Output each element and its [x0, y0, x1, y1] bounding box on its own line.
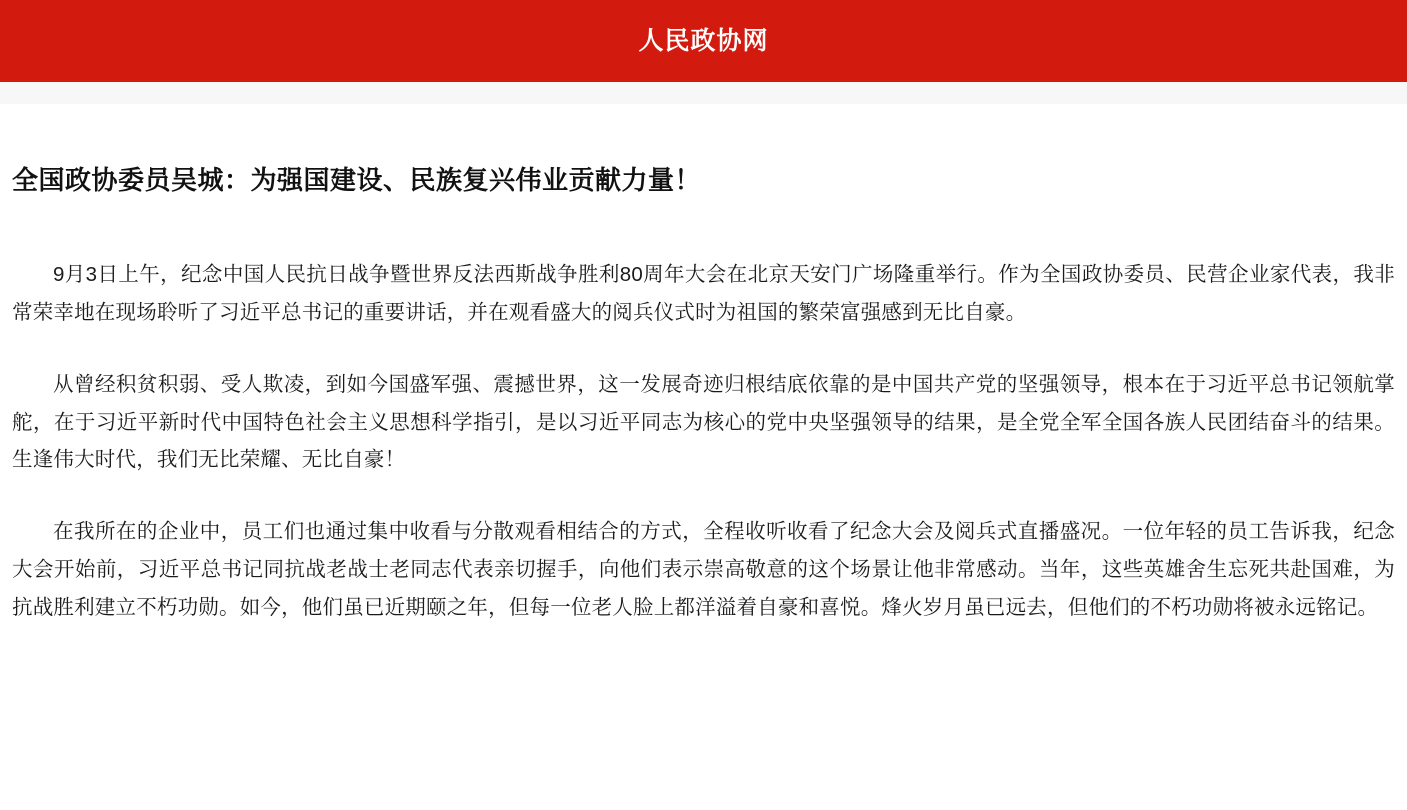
site-header	[0, 0, 1407, 82]
site-title: 人民政协网	[638, 26, 769, 55]
article-body	[12, 198, 1395, 627]
article-container	[0, 104, 1407, 627]
article-paragraph: 9月3日上午，纪念中国人民抗日战争暨世界反法西斯战争胜利80周年大会在北京天安门广场隆重举行。作为全国政协委员、民营企业家代表，我非常荣幸地在现场聆听了习近平总书记的重要讲话，并在观看盛大的阅兵仪式时为祖国的繁荣富强感到无比自豪。	[12, 262, 1395, 324]
article-paragraph: 从曾经积贫积弱、受人欺凌，到如今国盛军强、震撼世界，这一发展奇迹归根结底依靠的是中国共产党的坚强领导，根本在于习近平总书记领航掌舵，在于习近平新时代中国特色社会主义思想科学指引，是以习近平同志为核心的党中央坚强领导的结果，是全党全军全国各族人民团结奋斗的结果。生逢伟大时代，我们无比荣耀、无比自豪！	[12, 372, 1395, 472]
page-title: 全国政协委员吴城：为强国建设、民族复兴伟业贡献力量！	[12, 165, 702, 195]
article-paragraph: 在我所在的企业中，员工们也通过集中收看与分散观看相结合的方式，全程收听收看了纪念大会及阅兵式直播盛况。一位年轻的员工告诉我，纪念大会开始前，习近平总书记同抗战老战士老同志代表亲切握手，向他们表示崇高敬意的这个场景让他非常感动。当年，这些英雄舍生忘死共赴国难，为抗战胜利建立不朽功勋。如今，他们虽已近期颐之年，但每一位老人脸上都洋溢着自豪和喜悦。烽火岁月虽已远去，但他们的不朽功勋将被永远铭记。	[12, 520, 1395, 620]
header-divider	[0, 82, 1407, 104]
